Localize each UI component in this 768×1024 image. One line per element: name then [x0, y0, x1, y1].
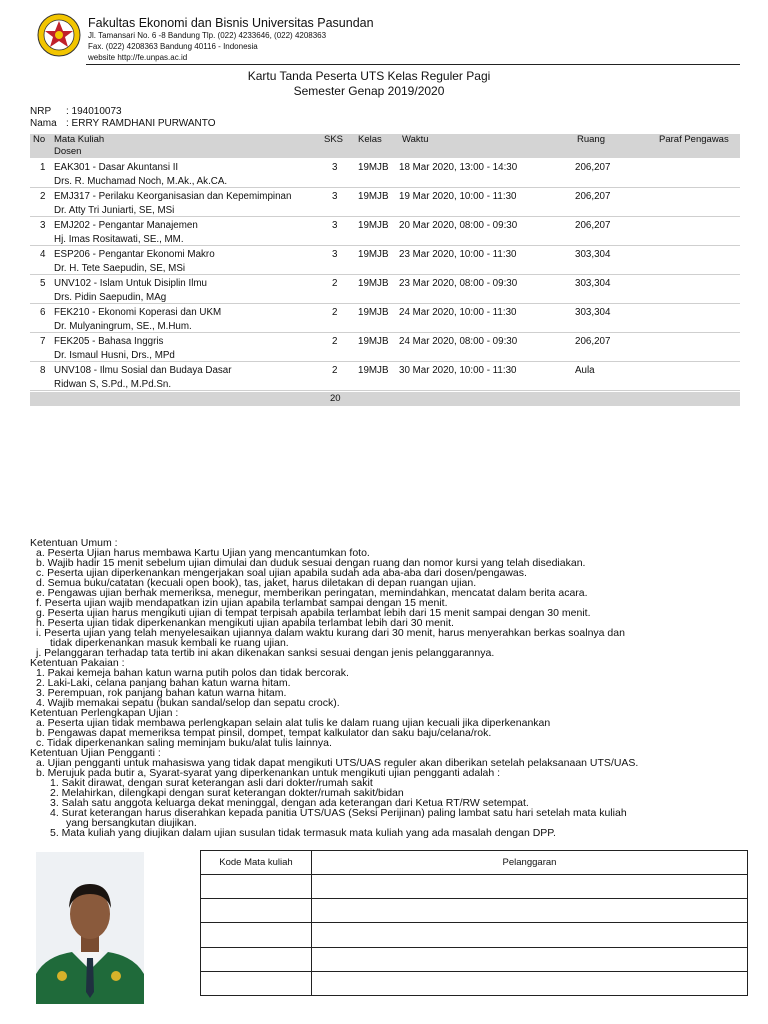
row-room: Aula [575, 365, 595, 376]
row-room: 303,304 [575, 307, 611, 318]
row-lecturer: Dr. Mulyaningrum, SE., M.Hum. [54, 321, 192, 332]
violations-col-code: Kode Mata kuliah [201, 851, 312, 875]
row-course: FEK210 - Ekonomi Koperasi dan UKM [54, 307, 222, 318]
rule-item: 3. Perempuan, rok panjang bahan katun warna hitam. [36, 687, 287, 699]
row-course: EMJ317 - Perilaku Keorganisasian dan Kepemimpinan [54, 191, 292, 202]
institution-name: Fakultas Ekonomi dan Bisnis Universitas Pasundan [88, 16, 374, 30]
violations-col-violation: Pelanggaran [312, 851, 748, 875]
header-class: Kelas [358, 134, 382, 145]
row-class: 19MJB [358, 307, 389, 318]
row-no: 8 [40, 365, 46, 376]
violation-desc-cell[interactable] [312, 971, 748, 995]
name-value: : ERRY RAMDHANI PURWANTO [66, 118, 216, 129]
rules-pengganti-title: Ketentuan Ujian Pengganti : [30, 747, 161, 759]
row-class: 19MJB [358, 249, 389, 260]
row-sks: 3 [332, 249, 338, 260]
row-course: EAK301 - Dasar Akuntansi II [54, 162, 179, 173]
row-lecturer: Ridwan S, S.Pd., M.Pd.Sn. [54, 379, 172, 390]
header-divider [86, 64, 740, 65]
rule-item: 1. Pakai kemeja bahan katun warna putih polos dan tidak bercorak. [36, 667, 349, 679]
row-sks: 2 [332, 278, 338, 289]
name-line [30, 118, 215, 129]
row-course: ESP206 - Pengantar Ekonomi Makro [54, 249, 215, 260]
row-course: UNV108 - Ilmu Sosial dan Budaya Dasar [54, 365, 232, 376]
row-no: 1 [40, 162, 46, 173]
violation-code-cell[interactable] [201, 875, 312, 899]
violation-code-cell[interactable] [201, 947, 312, 971]
row-lecturer: Dr. Ismaul Husni, Drs., MPd [54, 350, 175, 361]
row-class: 19MJB [358, 278, 389, 289]
row-room: 206,207 [575, 336, 611, 347]
rule-item: c. Tidak diperkenankan saling meminjam buku/alat tulis lainnya. [36, 737, 332, 749]
row-time: 20 Mar 2020, 08:00 - 09:30 [399, 220, 518, 231]
row-time: 24 Mar 2020, 10:00 - 11:30 [399, 307, 517, 318]
header-sks: SKS [324, 134, 344, 145]
rule-item: a. Peserta ujian tidak membawa perlengkapan selain alat tulis ke dalam ruang ujian kecuali jika diperkenankan [36, 717, 551, 729]
row-lecturer: Hj. Imas Rositawati, SE., MM. [54, 234, 184, 245]
table-row [30, 216, 740, 246]
row-class: 19MJB [358, 336, 389, 347]
rule-item: tidak diperkenankan masuk kembali ke ruang ujian. [50, 637, 289, 649]
rule-item: i. Peserta ujian yang telah menyelesaikan ujiannya dalam waktu kurang dari 30 menit, harus menyerahkan berkas soalnya dan [36, 627, 625, 639]
row-lecturer: Drs. Pidin Saepudin, MAg [54, 292, 167, 303]
nrp-value: : 194010073 [66, 106, 122, 117]
row-room: 206,207 [575, 220, 611, 231]
rule-item: d. Semua buku/catatan (kecuali open book), tas, jaket, harus diletakan di depan ruangan ujian. [36, 577, 477, 589]
row-sks: 3 [332, 191, 338, 202]
rule-item: a. Ujian pengganti untuk mahasiswa yang tidak dapat mengikuti UTS/UAS reguler akan diberikan setelah pelaksanaan UTS/UAS. [36, 757, 639, 769]
student-photo [36, 852, 144, 1004]
row-room: 303,304 [575, 278, 611, 289]
rule-item: g. Peserta ujian harus mengikuti ujian di tempat terpisah apabila terlambat lebih dari 15 menit sampai dengan 30 menit. [36, 607, 591, 619]
violation-code-cell[interactable] [201, 923, 312, 947]
table-subheader-row [30, 146, 740, 158]
row-course: UNV102 - Islam Untuk Disiplin Ilmu [54, 278, 207, 289]
row-sks: 3 [332, 220, 338, 231]
rule-item: a. Peserta Ujian harus membawa Kartu Ujian yang mencantumkan foto. [36, 547, 370, 559]
rule-subitem: 3. Salah satu anggota keluarga dekat meninggal, dengan ada keterangan dari Ketua RT/RW setempat. [50, 797, 529, 809]
violation-desc-cell[interactable] [312, 923, 748, 947]
row-no: 5 [40, 278, 46, 289]
table-row [30, 158, 740, 188]
semester-title: Semester Genap 2019/2020 [293, 84, 445, 98]
rule-item: b. Wajib hadir 15 menit sebelum ujian dimulai dan duduk sesuai dengan ruang dan nomor kursi yang telah disediakan. [36, 557, 586, 569]
exam-rules [30, 538, 730, 838]
row-no: 2 [40, 191, 46, 202]
row-time: 23 Mar 2020, 10:00 - 11:30 [399, 249, 517, 260]
table-row [30, 274, 740, 304]
rule-item: b. Pengawas dapat memeriksa tempat pinsil, dompet, tempat kalkulator dan saku baju/celana/rok. [36, 727, 492, 739]
table-header-row [30, 134, 740, 146]
address-line: Jl. Tamansari No. 6 -8 Bandung Tlp. (022) 4233646, (022) 4208363 [88, 31, 327, 40]
row-lecturer: Dr. Atty Tri Juniarti, SE, MSi [54, 205, 175, 216]
violation-desc-cell[interactable] [312, 875, 748, 899]
header-course: Mata Kuliah [54, 134, 105, 145]
header-no: No [33, 134, 46, 145]
rule-subitem: 4. Surat keterangan harus diserahkan kepada panitia UTS/UAS (Seksi Perijinan) paling lambat satu hari setelah mata kuliah [50, 807, 627, 819]
rule-item: b. Merujuk pada butir a, Syarat-syarat yang diperkenankan untuk mengikuti ujian pengganti adalah : [36, 767, 501, 779]
rule-item: j. Pelanggaran terhadap tata tertib ini akan dikenakan sanksi sesuai dengan jenis pelanggarannya. [36, 647, 495, 659]
row-no: 4 [40, 249, 46, 260]
row-class: 19MJB [358, 162, 389, 173]
total-sks-row [30, 392, 740, 406]
table-row [30, 332, 740, 362]
row-class: 19MJB [358, 365, 389, 376]
card-title: Kartu Tanda Peserta UTS Kelas Reguler Pagi [247, 69, 491, 83]
nrp-line [30, 106, 122, 117]
rule-subitem: 1. Sakit dirawat, dengan surat keterangan asli dari dokter/rumah sakit [50, 777, 373, 789]
row-sks: 2 [332, 336, 338, 347]
row-time: 19 Mar 2020, 10:00 - 11:30 [399, 191, 517, 202]
header-lecturer: Dosen [54, 146, 82, 157]
row-class: 19MJB [358, 191, 389, 202]
row-time: 18 Mar 2020, 13:00 - 14:30 [399, 162, 518, 173]
row-room: 303,304 [575, 249, 611, 260]
rules-pakaian-title: Ketentuan Pakaian : [30, 657, 125, 669]
violations-table [200, 850, 748, 996]
fax-line: Fax. (022) 4208363 Bandung 40116 - Indonesia [88, 42, 258, 51]
row-no: 7 [40, 336, 46, 347]
rule-item: c. Peserta ujian diperkenankan mengerjakan soal ujian apabila sudah ada aba-aba dari dosen/pengawas. [36, 567, 527, 579]
rule-item: f. Peserta ujian wajib mendapatkan izin ujian apabila terlambat sampai dengan 15 menit. [36, 597, 448, 609]
violation-code-cell[interactable] [201, 971, 312, 995]
table-row [30, 245, 740, 275]
table-row [30, 187, 740, 217]
rule-subitem: yang bersangkutan diujikan. [66, 817, 197, 829]
rule-item: e. Pengawas ujian berhak memeriksa, menegur, memberikan peringatan, memindahkan, mencatat dalam berita acara. [36, 587, 588, 599]
row-class: 19MJB [358, 220, 389, 231]
violation-code-cell[interactable] [201, 899, 312, 923]
row-no: 3 [40, 220, 46, 231]
table-row [30, 303, 740, 333]
rule-subitem: 5. Mata kuliah yang diujikan dalam ujian susulan tidak termasuk mata kuliah yang ada masalah dengan DPP. [50, 827, 556, 839]
rule-item: 4. Wajib memakai sepatu (bukan sandal/selop dan sepatu crock). [36, 697, 340, 709]
row-lecturer: Dr. H. Tete Saepudin, SE, MSi [54, 263, 186, 274]
row-time: 23 Mar 2020, 08:00 - 09:30 [399, 278, 518, 289]
table-row [30, 361, 740, 391]
header-time: Waktu [402, 134, 429, 145]
row-time: 24 Mar 2020, 08:00 - 09:30 [399, 336, 518, 347]
header-room: Ruang [577, 134, 605, 145]
rule-item: h. Peserta ujian tidak diperkenankan mengikuti ujian apabila terlambat lebih dari 30 menit. [36, 617, 454, 629]
total-sks: 20 [330, 393, 341, 404]
row-time: 30 Mar 2020, 10:00 - 11:30 [399, 365, 517, 376]
rules-perlengkapan-title: Ketentuan Perlengkapan Ujian : [30, 707, 179, 719]
row-sks: 2 [332, 307, 338, 318]
violation-desc-cell[interactable] [312, 947, 748, 971]
rule-item: 2. Laki-Laki, celana panjang bahan katun warna hitam. [36, 677, 291, 689]
row-room: 206,207 [575, 162, 611, 173]
violation-desc-cell[interactable] [312, 899, 748, 923]
row-room: 206,207 [575, 191, 611, 202]
rules-umum-title: Ketentuan Umum : [30, 537, 118, 549]
name-label: Nama [30, 118, 57, 129]
university-logo [36, 12, 82, 58]
row-sks: 3 [332, 162, 338, 173]
header-sign: Paraf Pengawas [659, 134, 729, 145]
row-course: EMJ202 - Pengantar Manajemen [54, 220, 198, 231]
row-lecturer: Drs. R. Muchamad Noch, M.Ak., Ak.CA. [54, 176, 228, 187]
row-sks: 2 [332, 365, 338, 376]
website-line: website http://fe.unpas.ac.id [88, 53, 188, 62]
nrp-label: NRP [30, 106, 52, 117]
row-no: 6 [40, 307, 46, 318]
rule-subitem: 2. Melahirkan, dilengkapi dengan surat keterangan dokter/rumah sakit/bidan [50, 787, 404, 799]
row-course: FEK205 - Bahasa Inggris [54, 336, 164, 347]
